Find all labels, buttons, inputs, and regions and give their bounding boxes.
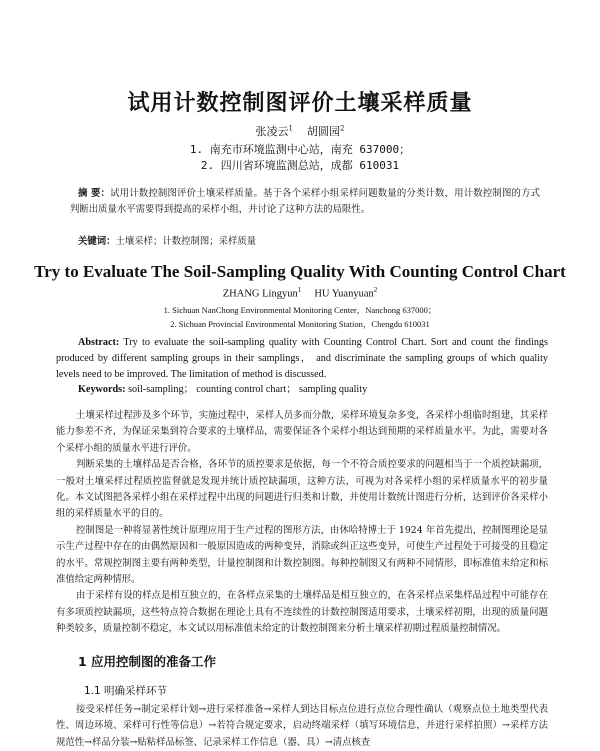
english-author-1-superscript: 1 xyxy=(297,286,302,294)
english-affiliation-2: 2. Sichuan Provincial Environmental Monitoring Station，Chengdu 610031 xyxy=(170,319,430,329)
english-keywords-text: soil-sampling； counting control chart； sampling quality xyxy=(125,384,368,395)
chinese-abstract xyxy=(70,186,540,218)
english-keywords-label: Keywords: xyxy=(78,384,126,395)
author-1-superscript: 1 xyxy=(288,124,293,133)
body-paragraph-1: 土壤采样过程涉及多个环节，实施过程中，采样人员多而分散，采样环境复杂多变，各采样小组临时组建，其采样能力参差不齐，为保证采集到符合要求的土壤样品，需要保证各个采样小组达到预期的采样质量水平。为此，需要对各个采样小组的质量水平进行评价。 xyxy=(56,410,548,454)
chinese-affiliation-2: 2. 四川省环境监测总站，成都 610031 xyxy=(200,159,400,172)
english-abstract-label: Abstract: xyxy=(78,337,120,348)
body-text xyxy=(56,408,548,638)
body-paragraph-3: 控制图是一种将显著性统计原理应用于生产过程的图形方法，由休哈特博士于 1924 年首先提出，控制图理论是显示生产过程中存在的由偶然原因和一般原因造成的两种变异，消除或纠正这些变异，可使生产过程处于可接受的且稳定的水平。常规控制图主要有两种类型，计量控制图和计数控制图。每种控制图又有两种不同情形，即标准值未给定和标准值给定两种情形。 xyxy=(56,524,548,586)
english-title: Try to Evaluate The Soil-Sampling Quality With Counting Control Chart xyxy=(34,262,566,281)
chinese-keywords-label: 关键词： xyxy=(78,236,116,247)
body-paragraph-4: 由于采样有设的样点是相互独立的，在各样点采集的土壤样品是相互独立的，在各采样点采集样品过程中可能存在有多项质控缺漏项，这些特点符合数据在理论上具有不连续性的计数控制图适用要求，土壤采样初期，出现的质量问题种类较多，质量控制不稳定，本文试以用标准值未给定的计数控制图来分析土壤采样初期过程质量控制情况。 xyxy=(56,590,548,635)
english-authors xyxy=(0,286,600,300)
english-author-2-superscript: 2 xyxy=(373,286,378,294)
author-2-superscript: 2 xyxy=(340,124,345,133)
chinese-authors xyxy=(0,123,600,139)
chinese-title: 试用计数控制图评价土壤采样质量 xyxy=(127,91,473,116)
chinese-affiliation-1: 1. 南充市环境监测中心站，南充 637000； xyxy=(189,143,411,156)
section-paragraph-1: 接受采样任务→制定采样计划→进行采样准备→采样人到达目标点位进行点位合理性确认（观察点位土地类型代表性、周边环境、采样可行性等信息）→若符合规定要求，启动终端采样（填写环境信息，并进行采样拍照）→采样方法规范性→样品分装→贴粘样品标签、记录采样工作信息（器、具）→清点核查 xyxy=(56,704,548,748)
english-affiliation-1: 1. Sichuan NanChong Environmental Monitoring Center，Nanchong 637000； xyxy=(163,305,437,315)
chinese-keywords xyxy=(78,233,538,247)
body-text-section-1 xyxy=(56,702,548,751)
subsection-heading: 1.1 明确采样环节 xyxy=(84,685,168,697)
english-keywords xyxy=(78,380,548,395)
body-paragraph-2: 判断采集的土壤样品是否合格，各环节的质控要求是依据，每一个不符合质控要求的问题相当于一个质控缺漏项，一般对土壤采样过程质控监督就是发现并统计质控缺漏项，这种方法，可视为对各采样小组的采样质量水平的初步量化。本文试图把各采样小组在采样过程中出现的问题进行归类和计数，并使用计数统计图进行分析，达到评价各采样小组的采样质量水平的目的。 xyxy=(56,459,548,520)
chinese-keywords-text: 土壤采样；计数控制图；采样质量 xyxy=(115,236,257,247)
english-abstract xyxy=(56,335,548,383)
section-heading: 1 应用控制图的准备工作 xyxy=(78,654,217,669)
english-abstract-text: Try to evaluate the soil-sampling quality with Counting Control Chart. Sort and count the findings produced by different sampling groups in their samplings， and discriminate the sampling groups of which quality levels need to be improved. The limitation of method is discussed. xyxy=(56,337,548,380)
english-author-2: HU Yuanyuan xyxy=(314,288,374,300)
english-author-1: ZHANG Lingyun xyxy=(222,288,298,300)
chinese-abstract-label: 摘 要： xyxy=(78,188,111,199)
author-2: 胡圆园 xyxy=(307,125,340,138)
author-1: 张凌云 xyxy=(255,125,289,138)
chinese-abstract-text: 试用计数控制图评价土壤采样质量。基于各个采样小组采样问题数量的分类计数，用计数控制图的方式判断出质量水平需要得到提高的采样小组，并讨论了这种方法的局限性。 xyxy=(70,188,540,215)
